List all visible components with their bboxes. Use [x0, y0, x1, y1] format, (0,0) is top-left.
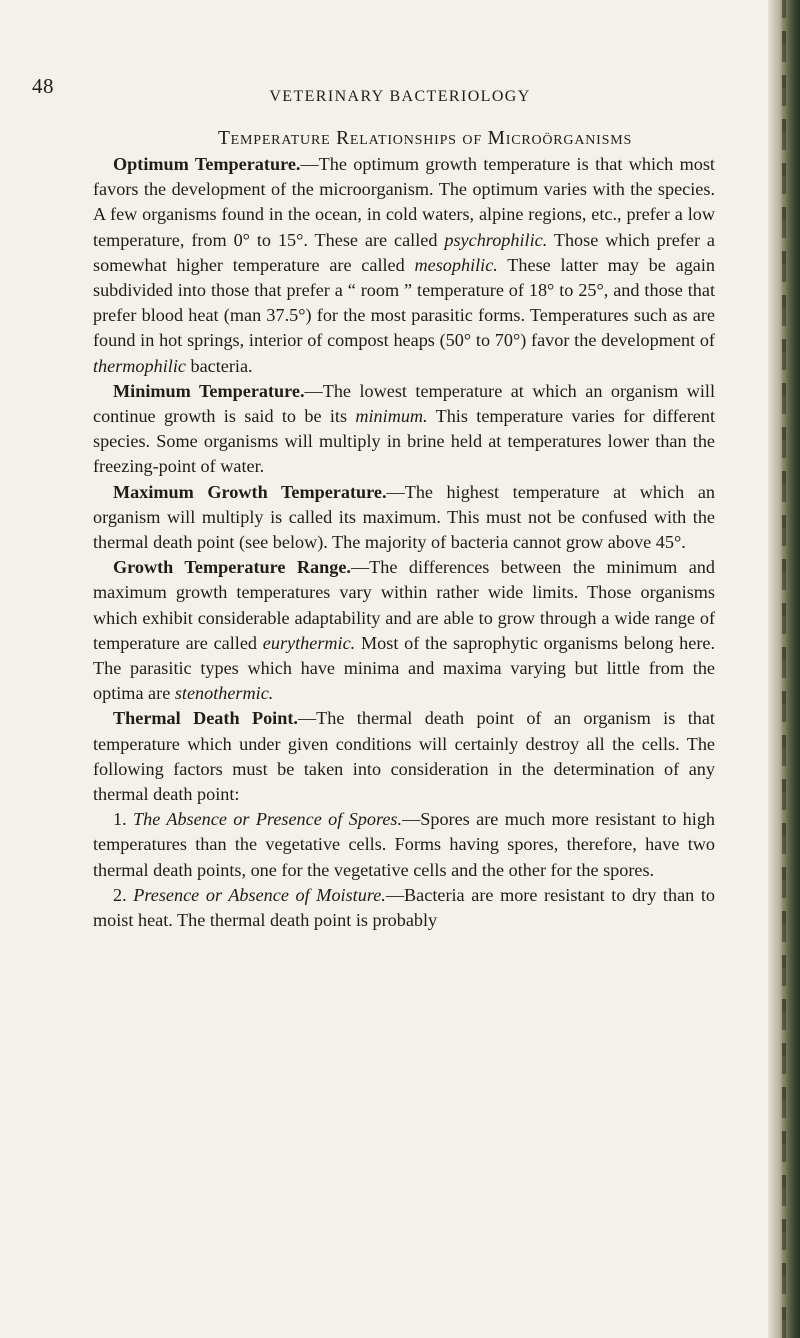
paragraph-head: Growth Temperature Range.	[113, 557, 351, 578]
paragraph-maximum	[93, 480, 715, 556]
term-italic: stenothermic.	[174, 683, 274, 704]
paragraph-text: —The lowest temperature at which an organism will continue growth is said to be its	[93, 380, 716, 427]
paragraph-head: Thermal Death Point.	[113, 708, 298, 729]
list-number: 2.	[113, 884, 127, 905]
paragraph-thermal-death	[93, 706, 715, 807]
term-italic: psychrophilic.	[444, 229, 548, 250]
list-item-head: The Absence or Presence of Spores.	[133, 809, 403, 830]
list-number: 1.	[113, 809, 127, 830]
running-head: VETERINARY BACTERIOLOGY	[269, 88, 531, 105]
paragraph-range	[93, 555, 715, 706]
paragraph-text: This temperature varies for different species. Some organisms will multiply in brine held at temperatures lower than the freezing-point of water.	[93, 406, 715, 477]
list-item-moisture	[93, 883, 715, 933]
paragraph-text: —The thermal death point of an organism is that temperature which under given conditions will certainly destroy all the cells. The following factors must be taken into consideration in the determination of any thermal death point:	[93, 708, 715, 805]
page-number: 48	[32, 74, 54, 98]
paragraph-head: Minimum Temperature.	[113, 380, 305, 401]
term-italic: minimum.	[355, 406, 428, 427]
paragraph-text: These latter may be again subdivided into those that prefer a “ room ” temperature of 18° to 25°, and those that prefer blood heat (man 37.5°) for the most parasitic forms. Temperatures such as are found in hot springs, interior of compost heaps (50° to 70°) favor the development of	[93, 254, 716, 351]
paragraph-minimum	[93, 379, 715, 480]
paragraph-text: Most of the saprophytic organisms belong here. The parasitic types which have minima and maxima varying but little from the optima are	[93, 632, 715, 704]
term-italic: thermophilic	[93, 355, 186, 376]
paragraph-text: Those which prefer a somewhat higher temperature are called	[93, 229, 715, 275]
paragraph-optimum	[93, 152, 715, 379]
paragraph-text: —The optimum growth temperature is that which most favors the development of the microorganism. The optimum varies with the species. A few organisms found in the ocean, in cold waters, alpine regions, etc., prefer a low temperature, from 0° to 15°. These are called	[93, 154, 715, 250]
term-italic: eurythermic.	[262, 632, 356, 653]
paragraph-text: —The highest temperature at which an organism will multiply is called its maximum. This must not be confused with the thermal death point (see below). The majority of bacteria cannot grow above 45°.	[93, 481, 715, 553]
list-item-head: Presence or Absence of Moisture.	[133, 884, 386, 905]
paragraph-text: bacteria.	[185, 355, 253, 376]
paragraph-head: Optimum Temperature.	[113, 154, 301, 174]
paragraph-text: —The differences between the minimum and maximum growth temperatures vary within rather wide limits. Those organisms which exhibit considerable adaptability and are able to grow through a wide range of temperature are called	[93, 557, 715, 653]
list-item-spores	[93, 807, 715, 883]
paragraph-head: Maximum Growth Temperature.	[113, 481, 387, 502]
body-text	[93, 152, 715, 933]
paragraph-text: —Bacteria are more resistant to dry than to moist heat. The thermal death point is probably	[93, 884, 716, 931]
term-italic: mesophilic.	[414, 254, 498, 275]
section-heading: Temperature Relationships of Microörganisms	[217, 128, 633, 149]
page-edge-shadow	[768, 0, 800, 1338]
paragraph-text: —Spores are much more resistant to high temperatures than the vegetative cells. Forms having spores, therefore, have two thermal death points, one for the vegetative cells and the other for the spores.	[93, 809, 716, 880]
